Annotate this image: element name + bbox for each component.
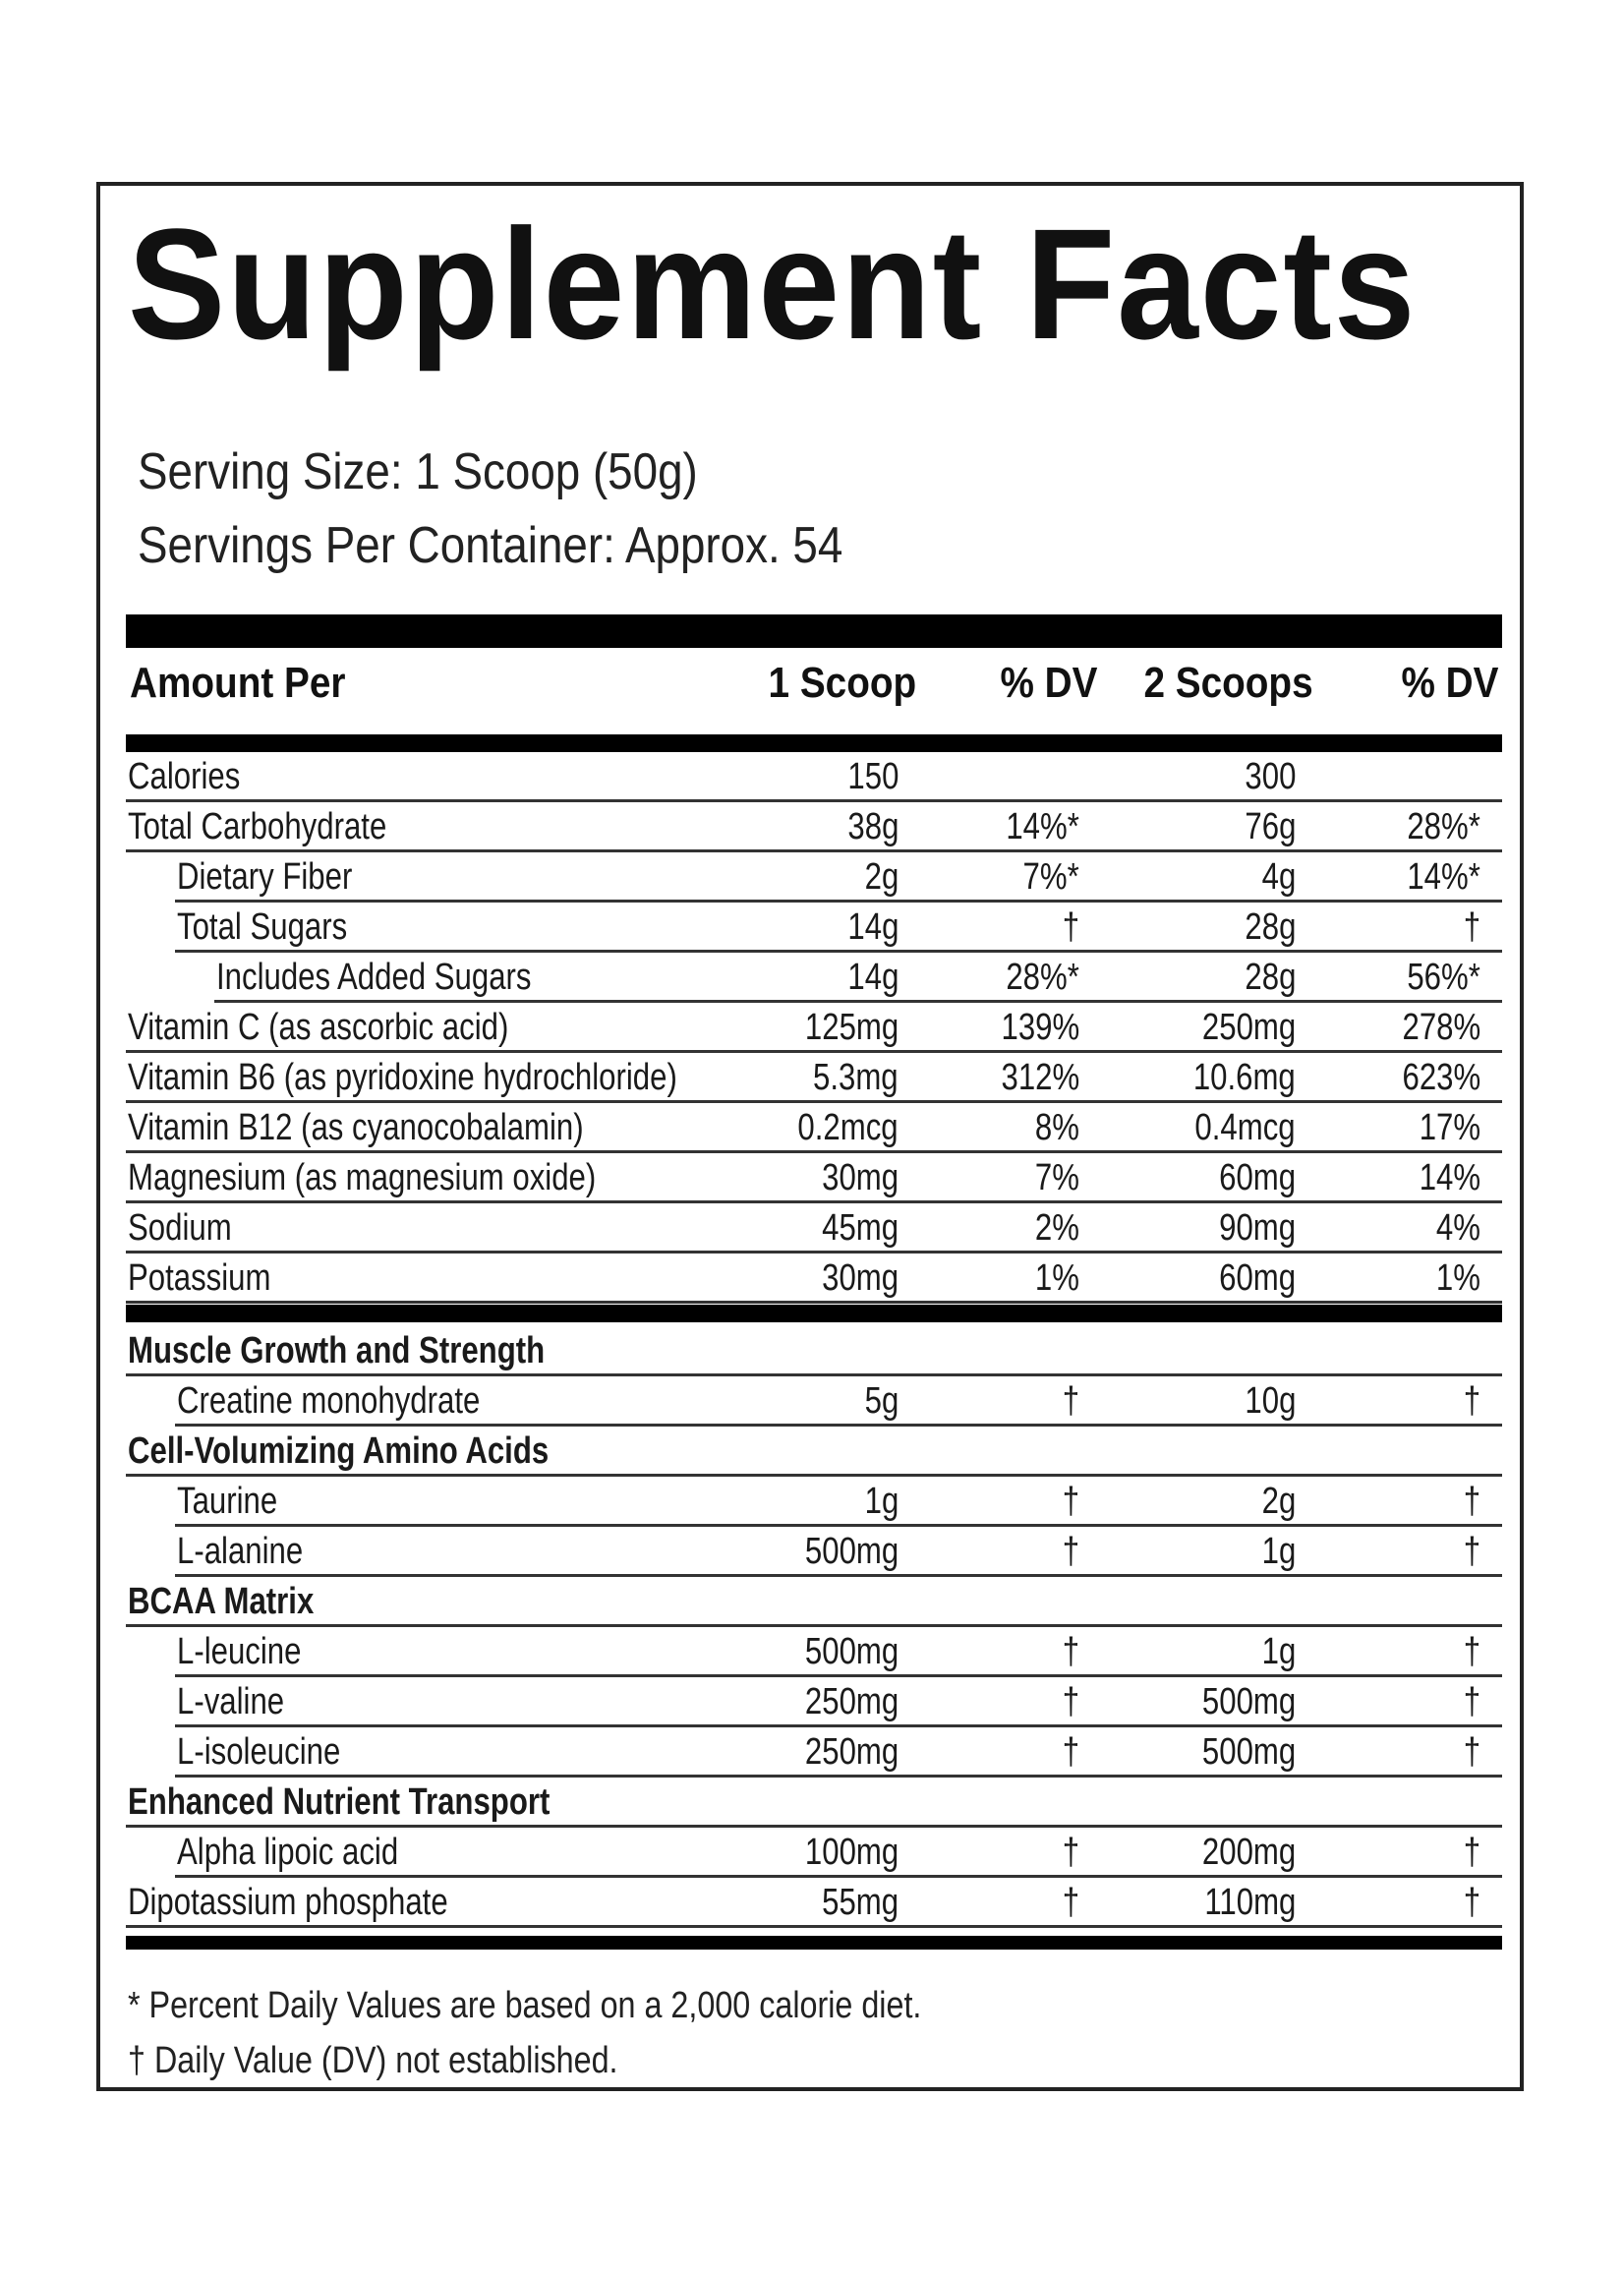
- nutrient-name: L-valine: [177, 1681, 285, 1722]
- nutrient-row: [175, 1828, 1502, 1878]
- header-amount-per: Amount Per: [130, 659, 346, 707]
- section-name: Muscle Growth and Strength: [128, 1330, 546, 1371]
- amount-one-scoop: 1g: [864, 1481, 899, 1522]
- panel-title: Supplement Facts: [128, 196, 1418, 372]
- section-name: Cell-Volumizing Amino Acids: [128, 1430, 550, 1472]
- amount-one-scoop: 500mg: [804, 1631, 899, 1672]
- amount-two-scoops: 300: [1245, 756, 1296, 797]
- nutrient-row: [126, 752, 1502, 802]
- bottom-divider: [126, 1936, 1502, 1950]
- dv-two-scoops: †: [1463, 1631, 1480, 1672]
- section-divider: [126, 1305, 1502, 1322]
- nutrient-name: Dietary Fiber: [177, 856, 353, 898]
- nutrient-row: [126, 1053, 1502, 1103]
- nutrient-row: [175, 1727, 1502, 1778]
- nutrient-table: [100, 186, 1520, 2087]
- amount-one-scoop: 100mg: [804, 1832, 899, 1873]
- dv-one-scoop: 14%*: [1006, 806, 1079, 847]
- amount-one-scoop: 14g: [847, 957, 899, 998]
- dv-one-scoop: 8%: [1034, 1107, 1079, 1148]
- amount-two-scoops: 60mg: [1219, 1257, 1296, 1299]
- dv-one-scoop: †: [1062, 1882, 1079, 1923]
- dv-one-scoop: †: [1062, 1531, 1079, 1572]
- dv-one-scoop: 139%: [1001, 1007, 1079, 1048]
- nutrient-row: [126, 1254, 1502, 1304]
- section-header-row: [126, 1326, 1502, 1376]
- nutrient-row: [126, 1003, 1502, 1053]
- amount-one-scoop: 5g: [864, 1380, 899, 1422]
- section-header-row: [126, 1778, 1502, 1828]
- nutrient-row: [175, 1677, 1502, 1727]
- nutrient-name: Calories: [128, 756, 241, 797]
- dv-one-scoop: †: [1062, 906, 1079, 948]
- nutrient-row: [175, 903, 1502, 953]
- dv-one-scoop: †: [1062, 1380, 1079, 1422]
- amount-two-scoops: 60mg: [1219, 1157, 1296, 1198]
- nutrient-row: [175, 852, 1502, 903]
- amount-two-scoops: 1g: [1261, 1531, 1296, 1572]
- nutrient-name: Potassium: [128, 1257, 271, 1299]
- servings-per-container: Servings Per Container: Approx. 54: [138, 517, 843, 574]
- nutrient-row: [126, 1203, 1502, 1254]
- amount-two-scoops: 10g: [1245, 1380, 1296, 1422]
- nutrient-name: Includes Added Sugars: [216, 957, 532, 998]
- header-dv-one: % DV: [1000, 659, 1097, 707]
- amount-one-scoop: 0.2mcg: [797, 1107, 899, 1148]
- amount-two-scoops: 500mg: [1201, 1731, 1296, 1773]
- nutrient-row: [126, 1153, 1502, 1203]
- header-two-scoops: 2 Scoops: [1143, 659, 1313, 707]
- nutrient-row: [175, 1627, 1502, 1677]
- amount-one-scoop: 500mg: [804, 1531, 899, 1572]
- footnote-percent-dv: * Percent Daily Values are based on a 2,000 calorie diet.: [128, 1985, 922, 2026]
- nutrient-name: Total Sugars: [177, 906, 348, 948]
- nutrient-name: Vitamin B12 (as cyanocobalamin): [128, 1107, 584, 1148]
- nutrient-name: Vitamin B6 (as pyridoxine hydrochloride): [128, 1057, 677, 1098]
- dv-two-scoops: 17%: [1419, 1107, 1480, 1148]
- nutrient-row: [126, 1878, 1502, 1928]
- dv-two-scoops: †: [1463, 1731, 1480, 1773]
- dv-two-scoops: 56%*: [1407, 957, 1480, 998]
- nutrient-name: Magnesium (as magnesium oxide): [128, 1157, 597, 1198]
- dv-two-scoops: 1%: [1435, 1257, 1480, 1299]
- amount-one-scoop: 2g: [864, 856, 899, 898]
- dv-two-scoops: †: [1463, 1681, 1480, 1722]
- amount-two-scoops: 1g: [1261, 1631, 1296, 1672]
- section-name: BCAA Matrix: [128, 1581, 315, 1622]
- dv-two-scoops: †: [1463, 1882, 1480, 1923]
- amount-one-scoop: 38g: [847, 806, 899, 847]
- dv-two-scoops: 278%: [1402, 1007, 1480, 1048]
- nutrient-name: L-isoleucine: [177, 1731, 341, 1773]
- dv-one-scoop: †: [1062, 1832, 1079, 1873]
- dv-two-scoops: †: [1463, 1531, 1480, 1572]
- amount-two-scoops: 10.6mg: [1193, 1057, 1296, 1098]
- dv-one-scoop: 1%: [1034, 1257, 1079, 1299]
- dv-two-scoops: 14%*: [1407, 856, 1480, 898]
- dv-two-scoops: †: [1463, 1380, 1480, 1422]
- amount-one-scoop: 150: [847, 756, 899, 797]
- amount-two-scoops: 90mg: [1219, 1207, 1296, 1249]
- amount-one-scoop: 14g: [847, 906, 899, 948]
- header-one-scoop: 1 Scoop: [768, 659, 916, 707]
- dv-two-scoops: 4%: [1435, 1207, 1480, 1249]
- nutrient-name: L-leucine: [177, 1631, 302, 1672]
- amount-one-scoop: 30mg: [822, 1257, 899, 1299]
- nutrient-name: Vitamin C (as ascorbic acid): [128, 1007, 509, 1048]
- nutrient-row: [126, 802, 1502, 852]
- dv-one-scoop: 7%: [1034, 1157, 1079, 1198]
- dv-one-scoop: †: [1062, 1731, 1079, 1773]
- dv-one-scoop: †: [1062, 1481, 1079, 1522]
- dv-two-scoops: 28%*: [1407, 806, 1480, 847]
- amount-one-scoop: 30mg: [822, 1157, 899, 1198]
- amount-one-scoop: 125mg: [804, 1007, 899, 1048]
- section-header-row: [126, 1427, 1502, 1477]
- dv-one-scoop: †: [1062, 1681, 1079, 1722]
- dv-two-scoops: †: [1463, 906, 1480, 948]
- serving-size: Serving Size: 1 Scoop (50g): [138, 443, 698, 500]
- amount-two-scoops: 76g: [1245, 806, 1296, 847]
- amount-two-scoops: 4g: [1261, 856, 1296, 898]
- nutrient-row: [214, 953, 1502, 1003]
- nutrient-name: L-alanine: [177, 1531, 304, 1572]
- amount-two-scoops: 110mg: [1204, 1882, 1296, 1923]
- nutrient-name: Total Carbohydrate: [128, 806, 387, 847]
- dv-one-scoop: 312%: [1001, 1057, 1079, 1098]
- amount-two-scoops: 28g: [1245, 957, 1296, 998]
- dv-one-scoop: 7%*: [1022, 856, 1079, 898]
- amount-two-scoops: 0.4mcg: [1194, 1107, 1296, 1148]
- section-name: Enhanced Nutrient Transport: [128, 1781, 551, 1823]
- dv-one-scoop: 28%*: [1006, 957, 1079, 998]
- dv-one-scoop: †: [1062, 1631, 1079, 1672]
- nutrient-name: Alpha lipoic acid: [177, 1832, 399, 1873]
- nutrient-name: Sodium: [128, 1207, 232, 1249]
- header-dv-two: % DV: [1401, 659, 1498, 707]
- amount-one-scoop: 55mg: [822, 1882, 899, 1923]
- nutrient-row: [175, 1527, 1502, 1577]
- nutrient-row: [175, 1376, 1502, 1427]
- amount-two-scoops: 200mg: [1201, 1832, 1296, 1873]
- amount-one-scoop: 250mg: [804, 1681, 899, 1722]
- dv-one-scoop: 2%: [1034, 1207, 1079, 1249]
- amount-one-scoop: 250mg: [804, 1731, 899, 1773]
- amount-two-scoops: 28g: [1245, 906, 1296, 948]
- nutrient-name: Taurine: [177, 1481, 278, 1522]
- amount-two-scoops: 2g: [1261, 1481, 1296, 1522]
- amount-one-scoop: 5.3mg: [813, 1057, 899, 1098]
- section-header-row: [126, 1577, 1502, 1627]
- amount-two-scoops: 500mg: [1201, 1681, 1296, 1722]
- amount-two-scoops: 250mg: [1201, 1007, 1296, 1048]
- nutrient-name: Dipotassium phosphate: [128, 1882, 448, 1923]
- dv-two-scoops: 14%: [1419, 1157, 1480, 1198]
- dv-two-scoops: †: [1463, 1481, 1480, 1522]
- nutrient-row: [126, 1103, 1502, 1153]
- nutrient-row: [175, 1477, 1502, 1527]
- supplement-facts-panel: [96, 182, 1524, 2091]
- amount-one-scoop: 45mg: [822, 1207, 899, 1249]
- dv-two-scoops: †: [1463, 1832, 1480, 1873]
- nutrient-name: Creatine monohydrate: [177, 1380, 481, 1422]
- footnote-dagger: † Daily Value (DV) not established.: [128, 2040, 618, 2081]
- dv-two-scoops: 623%: [1402, 1057, 1480, 1098]
